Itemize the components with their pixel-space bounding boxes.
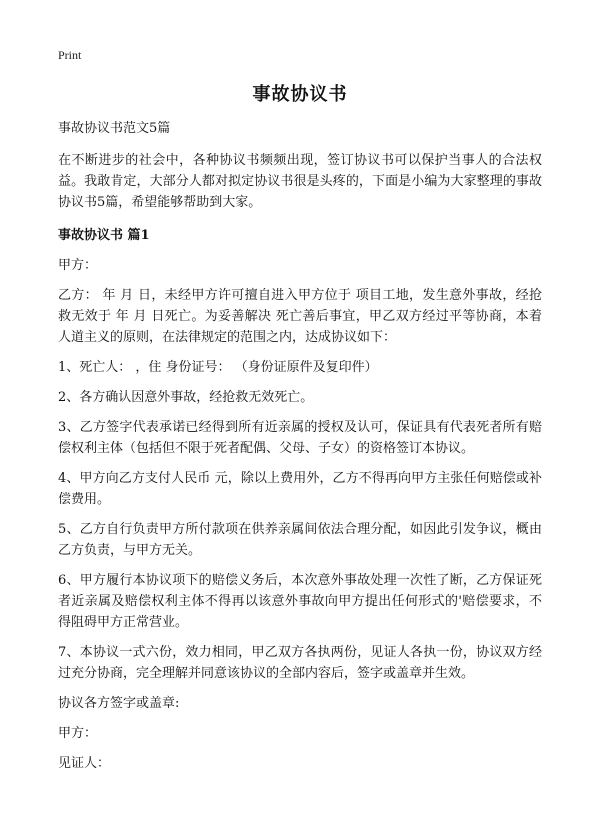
document-subtitle: 事故协议书范文5篇 xyxy=(58,121,171,136)
clause-5: 5、乙方自行负责甲方所付款项在供养亲属间依法合理分配，如因此引发争议，概由乙方负责，与甲方无关。 xyxy=(58,522,542,558)
signature-witness: 见证人： xyxy=(58,756,111,771)
clause-6: 6、甲方履行本协议项下的赔偿义务后，本次意外事故处理一次性了断，乙方保证死者近亲属及赔偿权利主体不得再以该意外事故向甲方提出任何形式的'赔偿要求，不得阻碍甲方正常营业。 xyxy=(58,573,542,630)
section-heading: 事故协议书 篇1 xyxy=(58,228,150,243)
clause-7: 7、本协议一式六份，效力相同，甲乙双方各执两份，见证人各执一份，协议双方经过充分协商，完全理解并同意该协议的全部内容后，签字或盖章并生效。 xyxy=(58,645,542,681)
clause-1: 1、死亡人： ，住 身份证号： （身份证原件及复印件） xyxy=(58,360,378,375)
party-a-line: 甲方： xyxy=(58,258,98,273)
clause-3: 3、乙方签字代表承诺已经得到所有近亲属的授权及认可，保证具有代表死者所有赔偿权利主体（包括但不限于死者配偶、父母、子女）的资格签订本协议。 xyxy=(58,420,542,456)
page-title: 事故协议书 xyxy=(252,84,348,105)
clause-4: 4、甲方向乙方支付人民币 元，除以上费用外，乙方不得再向甲方主张任何赔偿或补偿费用。 xyxy=(58,471,542,507)
clause-2: 2、各方确认因意外事故，经抢救无效死亡。 xyxy=(58,390,314,405)
signature-intro: 协议各方签字或盖章: xyxy=(58,696,180,711)
signature-party-a: 甲方： xyxy=(58,726,98,741)
print-link[interactable]: Print xyxy=(58,48,82,62)
intro-paragraph: 在不断进步的社会中，各种协议书频频出现，签订协议书可以保护当事人的合法权益。我敢肯定，大部分人都对拟定协议书很是头疼的，下面是小编为大家整理的事故协议书5篇，希望能够帮助到大家。 xyxy=(58,153,542,210)
document-body xyxy=(58,120,542,783)
party-b-paragraph: 乙方： 年 月 日，未经甲方许可擅自进入甲方位于 项目工地，发生意外事故，经抢救无效于 年 月 日死亡。为妥善解决 死亡善后事宜，甲乙双方经过平等协商，本着人道主义的原则，在法律规定的范围之内，达成协议如下： xyxy=(58,288,542,345)
